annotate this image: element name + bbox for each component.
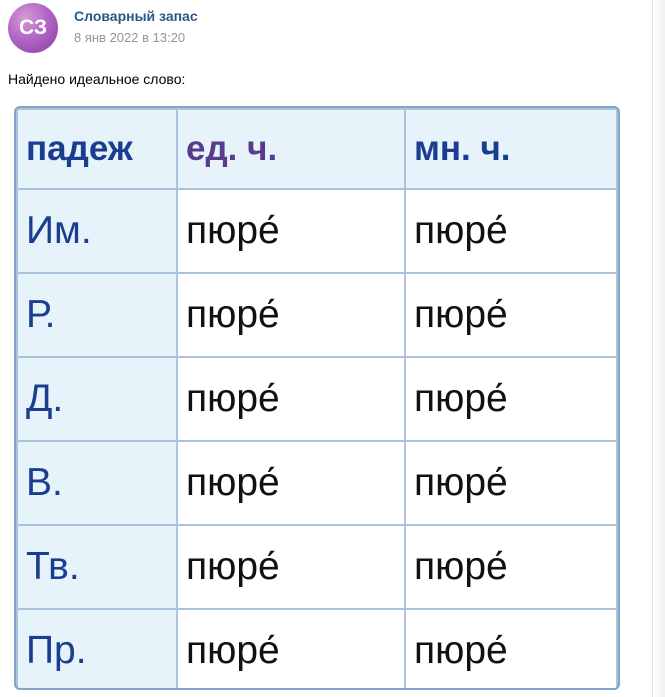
author-name-link[interactable]: Словарный запас — [74, 8, 198, 24]
plural-form: пюре́ — [405, 609, 617, 690]
post-header — [8, 3, 198, 53]
table-header-row — [17, 109, 617, 189]
avatar[interactable]: СЗ — [8, 3, 58, 53]
case-name: Пр. — [17, 609, 177, 690]
singular-form: пюре́ — [177, 609, 405, 690]
plural-form: пюре́ — [405, 189, 617, 273]
table-row — [17, 525, 617, 609]
post-text: Найдено идеальное слово: — [8, 71, 186, 87]
singular-form: пюре́ — [177, 525, 405, 609]
table-row — [17, 357, 617, 441]
singular-form: пюре́ — [177, 357, 405, 441]
singular-form: пюре́ — [177, 189, 405, 273]
header-plural: мн. ч. — [405, 109, 617, 189]
plural-form: пюре́ — [405, 273, 617, 357]
post-date[interactable]: 8 янв 2022 в 13:20 — [74, 30, 186, 45]
plural-form: пюре́ — [405, 441, 617, 525]
table-row — [17, 441, 617, 525]
case-name: Тв. — [17, 525, 177, 609]
table-row — [17, 609, 617, 690]
plural-form: пюре́ — [405, 525, 617, 609]
table-row — [17, 273, 617, 357]
header-singular: ед. ч. — [177, 109, 405, 189]
case-name: Д. — [17, 357, 177, 441]
header-case: падеж — [17, 109, 177, 189]
author-block — [74, 3, 198, 47]
plural-form: пюре́ — [405, 357, 617, 441]
singular-form: пюре́ — [177, 273, 405, 357]
declension-table — [16, 108, 618, 690]
case-name: В. — [17, 441, 177, 525]
feed-scroll-edge — [652, 0, 665, 697]
singular-form: пюре́ — [177, 441, 405, 525]
declension-table-image[interactable] — [14, 106, 620, 690]
table-row — [17, 189, 617, 273]
case-name: Р. — [17, 273, 177, 357]
case-name: Им. — [17, 189, 177, 273]
